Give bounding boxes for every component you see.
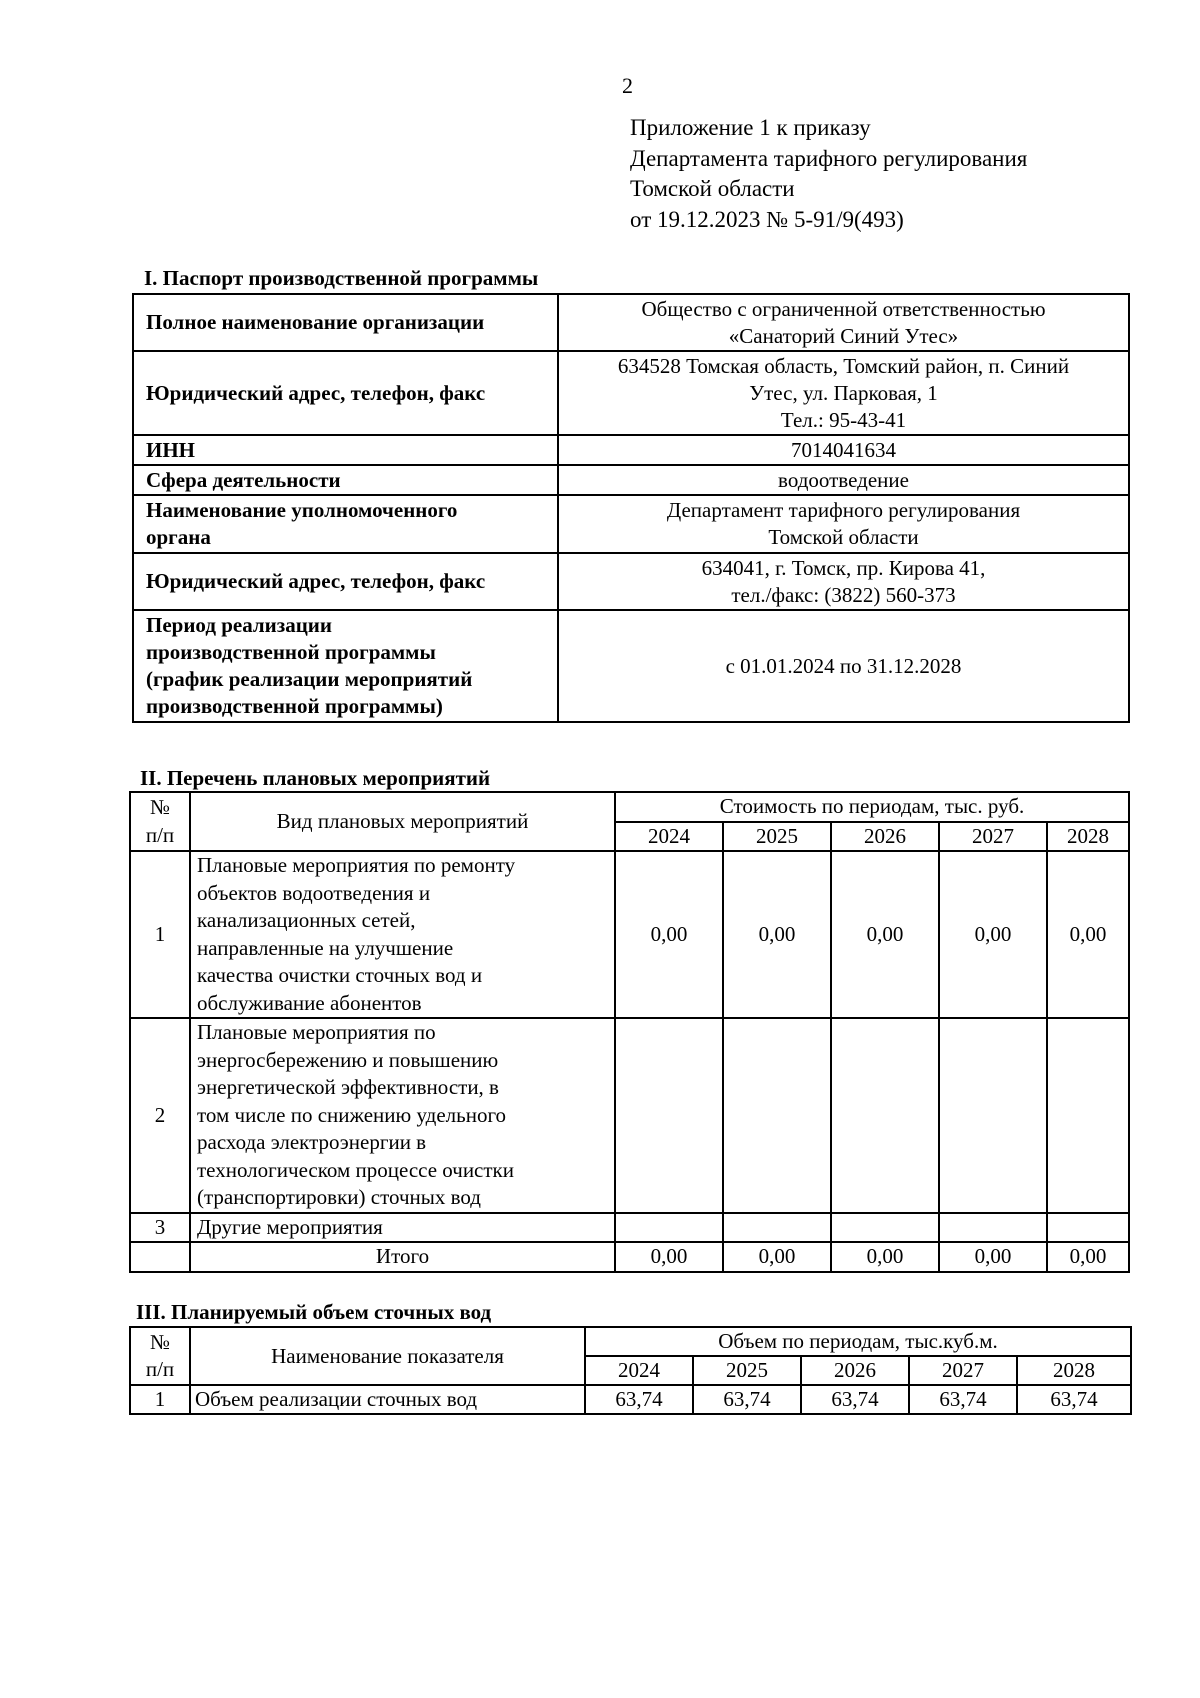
row-value: 0,00: [939, 851, 1047, 1018]
appendix-line: Томской области: [630, 176, 795, 201]
row-value: [615, 1213, 723, 1243]
row-name: Плановые мероприятия по энергосбережению и повышению энергетической эффективности, в том числе по снижению удельного расхода электроэнергии в технологическом процессе очистки (транспортировки) сточных вод: [190, 1018, 615, 1213]
row-value: [723, 1018, 831, 1213]
table-header-row: [130, 792, 1129, 822]
row-value: [831, 1018, 939, 1213]
row-value: [615, 1018, 723, 1213]
passport-table: [132, 293, 1130, 723]
table-header-row: [130, 1327, 1131, 1356]
passport-value: 634041, г. Томск, пр. Кирова 41, тел./факс: (3822) 560-373: [558, 553, 1129, 610]
total-value: 0,00: [1047, 1242, 1129, 1272]
header-year: 2028: [1047, 822, 1129, 852]
header-year: 2027: [939, 822, 1047, 852]
header-year: 2025: [693, 1356, 801, 1385]
appendix-header: [630, 113, 1027, 235]
header-year: 2024: [615, 822, 723, 852]
section2-title: II. Перечень плановых мероприятий: [140, 766, 491, 790]
passport-label: ИНН: [133, 435, 558, 465]
header-num: № п/п: [130, 1327, 190, 1385]
row-name: Плановые мероприятия по ремонту объектов водоотведения и канализационных сетей, направленные на улучшение качества очистки сточных вод и обслуживание абонентов: [190, 851, 615, 1018]
passport-label: Период реализации производственной программы (график реализации мероприятий производственной программы): [133, 610, 558, 722]
passport-row: [133, 495, 1129, 553]
passport-label: Сфера деятельности: [133, 465, 558, 495]
row-value: [723, 1213, 831, 1243]
passport-row: [133, 610, 1129, 722]
passport-label: Наименование уполномоченного органа: [133, 495, 558, 553]
header-name: Вид плановых мероприятий: [190, 792, 615, 851]
volume-table: [129, 1326, 1132, 1415]
row-name: Другие мероприятия: [190, 1213, 615, 1243]
activities-table: [129, 791, 1130, 1273]
row-num: 2: [130, 1018, 190, 1213]
row-value: 63,74: [1017, 1385, 1131, 1414]
passport-row: [133, 294, 1129, 351]
row-num: 3: [130, 1213, 190, 1243]
row-value: 63,74: [693, 1385, 801, 1414]
passport-label: Юридический адрес, телефон, факс: [133, 351, 558, 435]
header-year: 2028: [1017, 1356, 1131, 1385]
passport-value: Департамент тарифного регулирования Томской области: [558, 495, 1129, 553]
row-value: [939, 1018, 1047, 1213]
passport-row: [133, 465, 1129, 495]
row-value: 63,74: [909, 1385, 1017, 1414]
page-number: 2: [622, 73, 633, 98]
appendix-line: от 19.12.2023 № 5-91/9(493): [630, 206, 904, 232]
row-value: [831, 1213, 939, 1243]
row-value: [939, 1213, 1047, 1243]
row-value: [1047, 1213, 1129, 1243]
total-label: Итого: [190, 1242, 615, 1272]
passport-value: с 01.01.2024 по 31.12.2028: [558, 610, 1129, 722]
total-value: 0,00: [615, 1242, 723, 1272]
row-value: 0,00: [831, 851, 939, 1018]
row-num: 1: [130, 851, 190, 1018]
row-value: 0,00: [1047, 851, 1129, 1018]
appendix-line: Департамента тарифного регулирования: [630, 145, 1028, 171]
passport-value: Общество с ограниченной ответственностью «Санаторий Синий Утес»: [558, 294, 1129, 351]
passport-row: [133, 351, 1129, 435]
row-value: 0,00: [723, 851, 831, 1018]
row-value: [1047, 1018, 1129, 1213]
row-num: 1: [130, 1385, 190, 1414]
passport-value: водоотведение: [558, 465, 1129, 495]
total-value: 0,00: [723, 1242, 831, 1272]
section3-title: III. Планируемый объем сточных вод: [136, 1300, 492, 1324]
total-value: 0,00: [939, 1242, 1047, 1272]
passport-value: 7014041634: [558, 435, 1129, 465]
row-value: 63,74: [585, 1385, 693, 1414]
table-row: [130, 1385, 1131, 1414]
header-year: 2026: [801, 1356, 909, 1385]
passport-row: [133, 553, 1129, 610]
table-row: [130, 1018, 1129, 1213]
total-num: [130, 1242, 190, 1272]
header-year: 2025: [723, 822, 831, 852]
appendix-line: Приложение 1 к приказу: [630, 115, 871, 140]
header-volume: Объем по периодам, тыс.куб.м.: [585, 1327, 1131, 1356]
row-name: Объем реализации сточных вод: [190, 1385, 585, 1414]
row-value: 0,00: [615, 851, 723, 1018]
header-year: 2027: [909, 1356, 1017, 1385]
total-value: 0,00: [831, 1242, 939, 1272]
header-year: 2024: [585, 1356, 693, 1385]
total-row: [130, 1242, 1129, 1272]
passport-label: Полное наименование организации: [133, 294, 558, 351]
row-value: 63,74: [801, 1385, 909, 1414]
header-cost: Стоимость по периодам, тыс. руб.: [615, 792, 1129, 822]
section1-title: I. Паспорт производственной программы: [144, 266, 539, 290]
passport-row: [133, 435, 1129, 465]
header-year: 2026: [831, 822, 939, 852]
passport-label: Юридический адрес, телефон, факс: [133, 553, 558, 610]
header-num: № п/п: [130, 792, 190, 851]
passport-value: 634528 Томская область, Томский район, п. Синий Утес, ул. Парковая, 1 Тел.: 95-43-41: [558, 351, 1129, 435]
table-row: [130, 1213, 1129, 1243]
header-name: Наименование показателя: [190, 1327, 585, 1385]
table-row: [130, 851, 1129, 1018]
